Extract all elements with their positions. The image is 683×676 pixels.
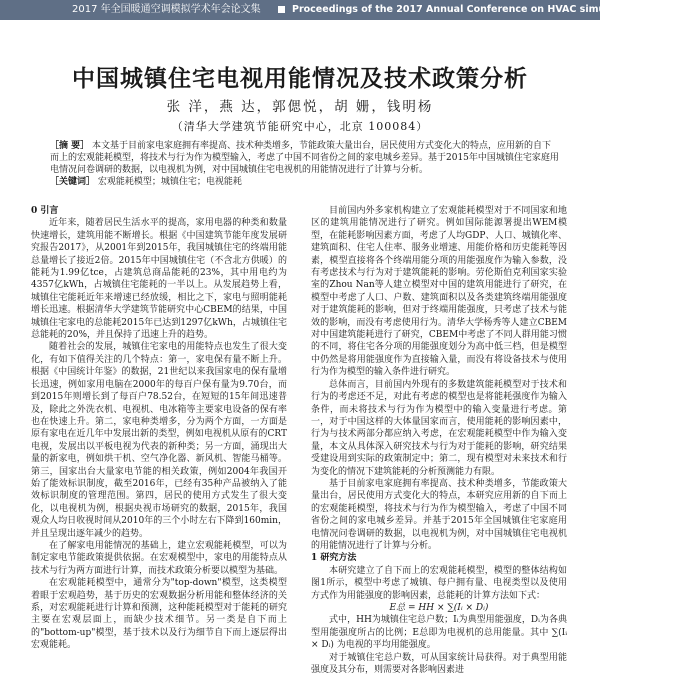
header-left-text: 2017 年全国暖通空调模拟学术年会论文集	[72, 4, 261, 15]
abstract-label: ［摘 要］	[50, 141, 90, 151]
abstract-text: 本文基于目前家电家庭拥有率提高、技术种类增多，节能政策大量出台，居民使用方式变化大的特点，应用新的自下而上的宏观能耗模型，将技术与行为作为模型输入，考虑了中国不同省份之间的家电城乡差异。基于2015年中国城镇住宅家庭用电情况问卷调研的数据，以电视机为例，对中国城镇住宅电视机的用能情况进行了计算与分析。	[50, 141, 559, 175]
body-paragraph: 在了解家电用能情况的基础上，建立宏观能耗模型，可以为制定家电节能政策提供依据。在宏观模型中，家电的用能特点从技术与行为两方面进行计算，而技术政策分析要以模型为基础。	[31, 540, 287, 576]
body-paragraph: 总体而言，目前国内外现有的多数建筑能耗模型对于技术和行为的考虑还不足，对此有考虑的模型也是将能耗强度作为输入条件，而未将技术与行为作为模型中的输入变量进行考虑。第一，对于中国这样的大体量国家而言，使用能耗的影响因素中，行为与技术两部分都应纳入考虑，在宏观能耗模型中作为输入变量，本文从具体深入研究技术与行为对于能耗的影响，研究结果受建设用到实际的政策制定中；第二，现有模型对未来技术和行为变化的情况下建筑能耗的分析预测能力有限。	[311, 379, 567, 477]
energy-formula: E总 = HH × ∑(Iᵢ × Dᵢ)	[389, 603, 489, 613]
right-column	[311, 205, 567, 676]
method-paragraph: 本研究建立了自下而上的宏观能耗模型，模型的整体结构如图1所示，模型中考虑了城镇、每户拥有量、电视类型以及使用方式作为用能强度的影响因素，总能耗的计算方法如下式：	[311, 565, 567, 601]
header-separator-icon	[278, 6, 285, 13]
body-paragraph: 对于城镇住宅总户数，可从国家统计局获得。对于典型用能强度及其分布，则需要对各影响因素进	[311, 652, 567, 676]
formula-explanation: 式中，HH为城镇住宅总户数；Iᵢ为典型用能强度，Dᵢ为各典型用能强度所占的比例；E总即为电视机的总用能量。其中 ∑(Iᵢ × Dᵢ) 为电视的平均用能强度。	[311, 615, 567, 651]
section-method-heading: 1 研究方法	[311, 553, 357, 564]
author-list: 张 洋，燕 达，郭偲悦，胡 姗，钱明杨	[166, 99, 434, 115]
abstract-block	[50, 140, 560, 188]
body-paragraph: 近年来，随着居民生活水平的提高，家用电器的种类和数量快速增长，建筑用能不断增长。根据《中国建筑节能年度发展研究报告2017》，从2001年到2015年，我国城镇住宅的终端用能总量增长了接近2倍。2015年中国城镇住宅（不含北方供暖）的能耗为1.99亿tce，占建筑总商品能耗的23%，其中用电约为4357亿kWh，占城镇住宅能耗的一半以上。从发展趋势上看，城镇住宅能耗近年来增速已经放缓，相比之下，家电与照明能耗增长迅速。根据清华大学建筑节能研究中心CBEM的结果，中国城镇住宅家电的总能耗2015年已达到1297亿kWh，占城镇住宅总能耗的20%，并且保持了迅速上升的趋势。	[31, 218, 287, 341]
proceedings-header	[0, 0, 683, 20]
body-paragraph: 基于目前家电家庭拥有率提高、技术种类增多，节能政策大量出台，居民使用方式变化大的特点，本研究应用新的自下而上的宏观能耗模型，将技术与行为作为模型输入，考虑了中国不同省份之间的家电城乡差异。并基于2015年全国城镇住宅家庭用电情况问卷调研的数据，以电视机为例，对中国城镇住宅电视机的用能情况进行了计算与分析。	[311, 478, 567, 551]
affiliation: （清华大学建筑节能研究中心，北京 100084）	[171, 120, 429, 133]
body-paragraph: 目前国内外多家机构建立了宏观能耗模型对于不同国家和地区的建筑用能情况进行了研究。例如国际能源署提出WEM模型，在能耗影响因素方面，考虑了人均GDP、人口、城镇化率、建筑面积、住宅人住率、服务业增速、用能价格和历史能耗等因素，模型直接将各个终端用能分项的用能强度作为输入参数，没有考虑技术与行为对于建筑能耗的影响。劳伦斯伯克利国家实验室的Zhou Nan等人建立模型对中国的建筑用能进行了研究，在模型中考虑了人口、户数、建筑面积以及各类建筑终端用能强度对于建筑能耗的影响，但对于终端用能强度，只考虑了技术与能效的影响，而没有考虑使用行为。清华大学杨秀等人建立CBEM对中国建筑能耗进行了研究，CBEM中考虑了不同人群用能习惯的不同，将住宅各分项的用能强度划分为高中低三档，但是模型中仍然是将用能强度作为直接输入量，而没有将设备技术与使用行为作为模型的输入条件进行研究。	[311, 206, 567, 378]
header-right-text: Proceedings of the 2017 Annual Conference on HVAC simulation in China	[292, 4, 683, 15]
paper-title: 中国城镇住宅电视用能情况及技术政策分析	[72, 65, 528, 92]
left-column	[31, 205, 287, 673]
keywords-text: 宏观能耗模型；城镇住宅；电视能耗	[97, 177, 242, 187]
keywords-label: ［关键词］	[50, 177, 96, 187]
body-paragraph: 在宏观能耗模型中，通常分为"top-down"模型，这类模型着眼于宏观趋势，基于历史的宏观数据分析用能和整体经济的关系，对宏观能耗进行计算和预测，这种能耗模型对于能耗的研究主要在宏观层面上，而缺少技术细节。另一类是自下而上的"bottom-up"模型，基于技术以及行为细节自下而上逐层得出宏观能耗。	[31, 578, 287, 651]
section-intro-heading: 0 引言	[31, 206, 59, 216]
body-paragraph: 随着社会的发展，城镇住宅家电的用能特点也发生了很大变化，有如下值得关注的几个特点：第一，家电保有量不断上升。根据《中国统计年鉴》的数据，21世纪以来我国家电的保有量增长迅速，例如家用电脑在2000年的每百户保有量为9.70台，而到2015年则增长到了每百户78.52台，在短短的15年间迅速普及，除此之外洗衣机、电视机、电冰箱等主要家电设备的保有率也在快速上升。第二，家电种类增多，分为两个方面，一方面是原有家电在近几年中发展出新的类型，例如电视机从原有的CRT电视，发展出以平板电视为代表的新种类；另一方面，涌现出大量的新家电，例如烘干机、空气净化器、新风机、智能马桶等。第三，国家出台大量家电节能的相关政策，例如2004年我国开始了能效标识制度，截至2016年，已经有35种产品被纳入了能效标识制度的管理范围。第四，居民的使用方式发生了很大变化，以电视机为例，根据央视市场研究的数据，2015年，我国观众人均日收视时间从2010年的三个小时左右下降到160min，并且呈现出逐年减少的趋势。	[31, 342, 287, 539]
